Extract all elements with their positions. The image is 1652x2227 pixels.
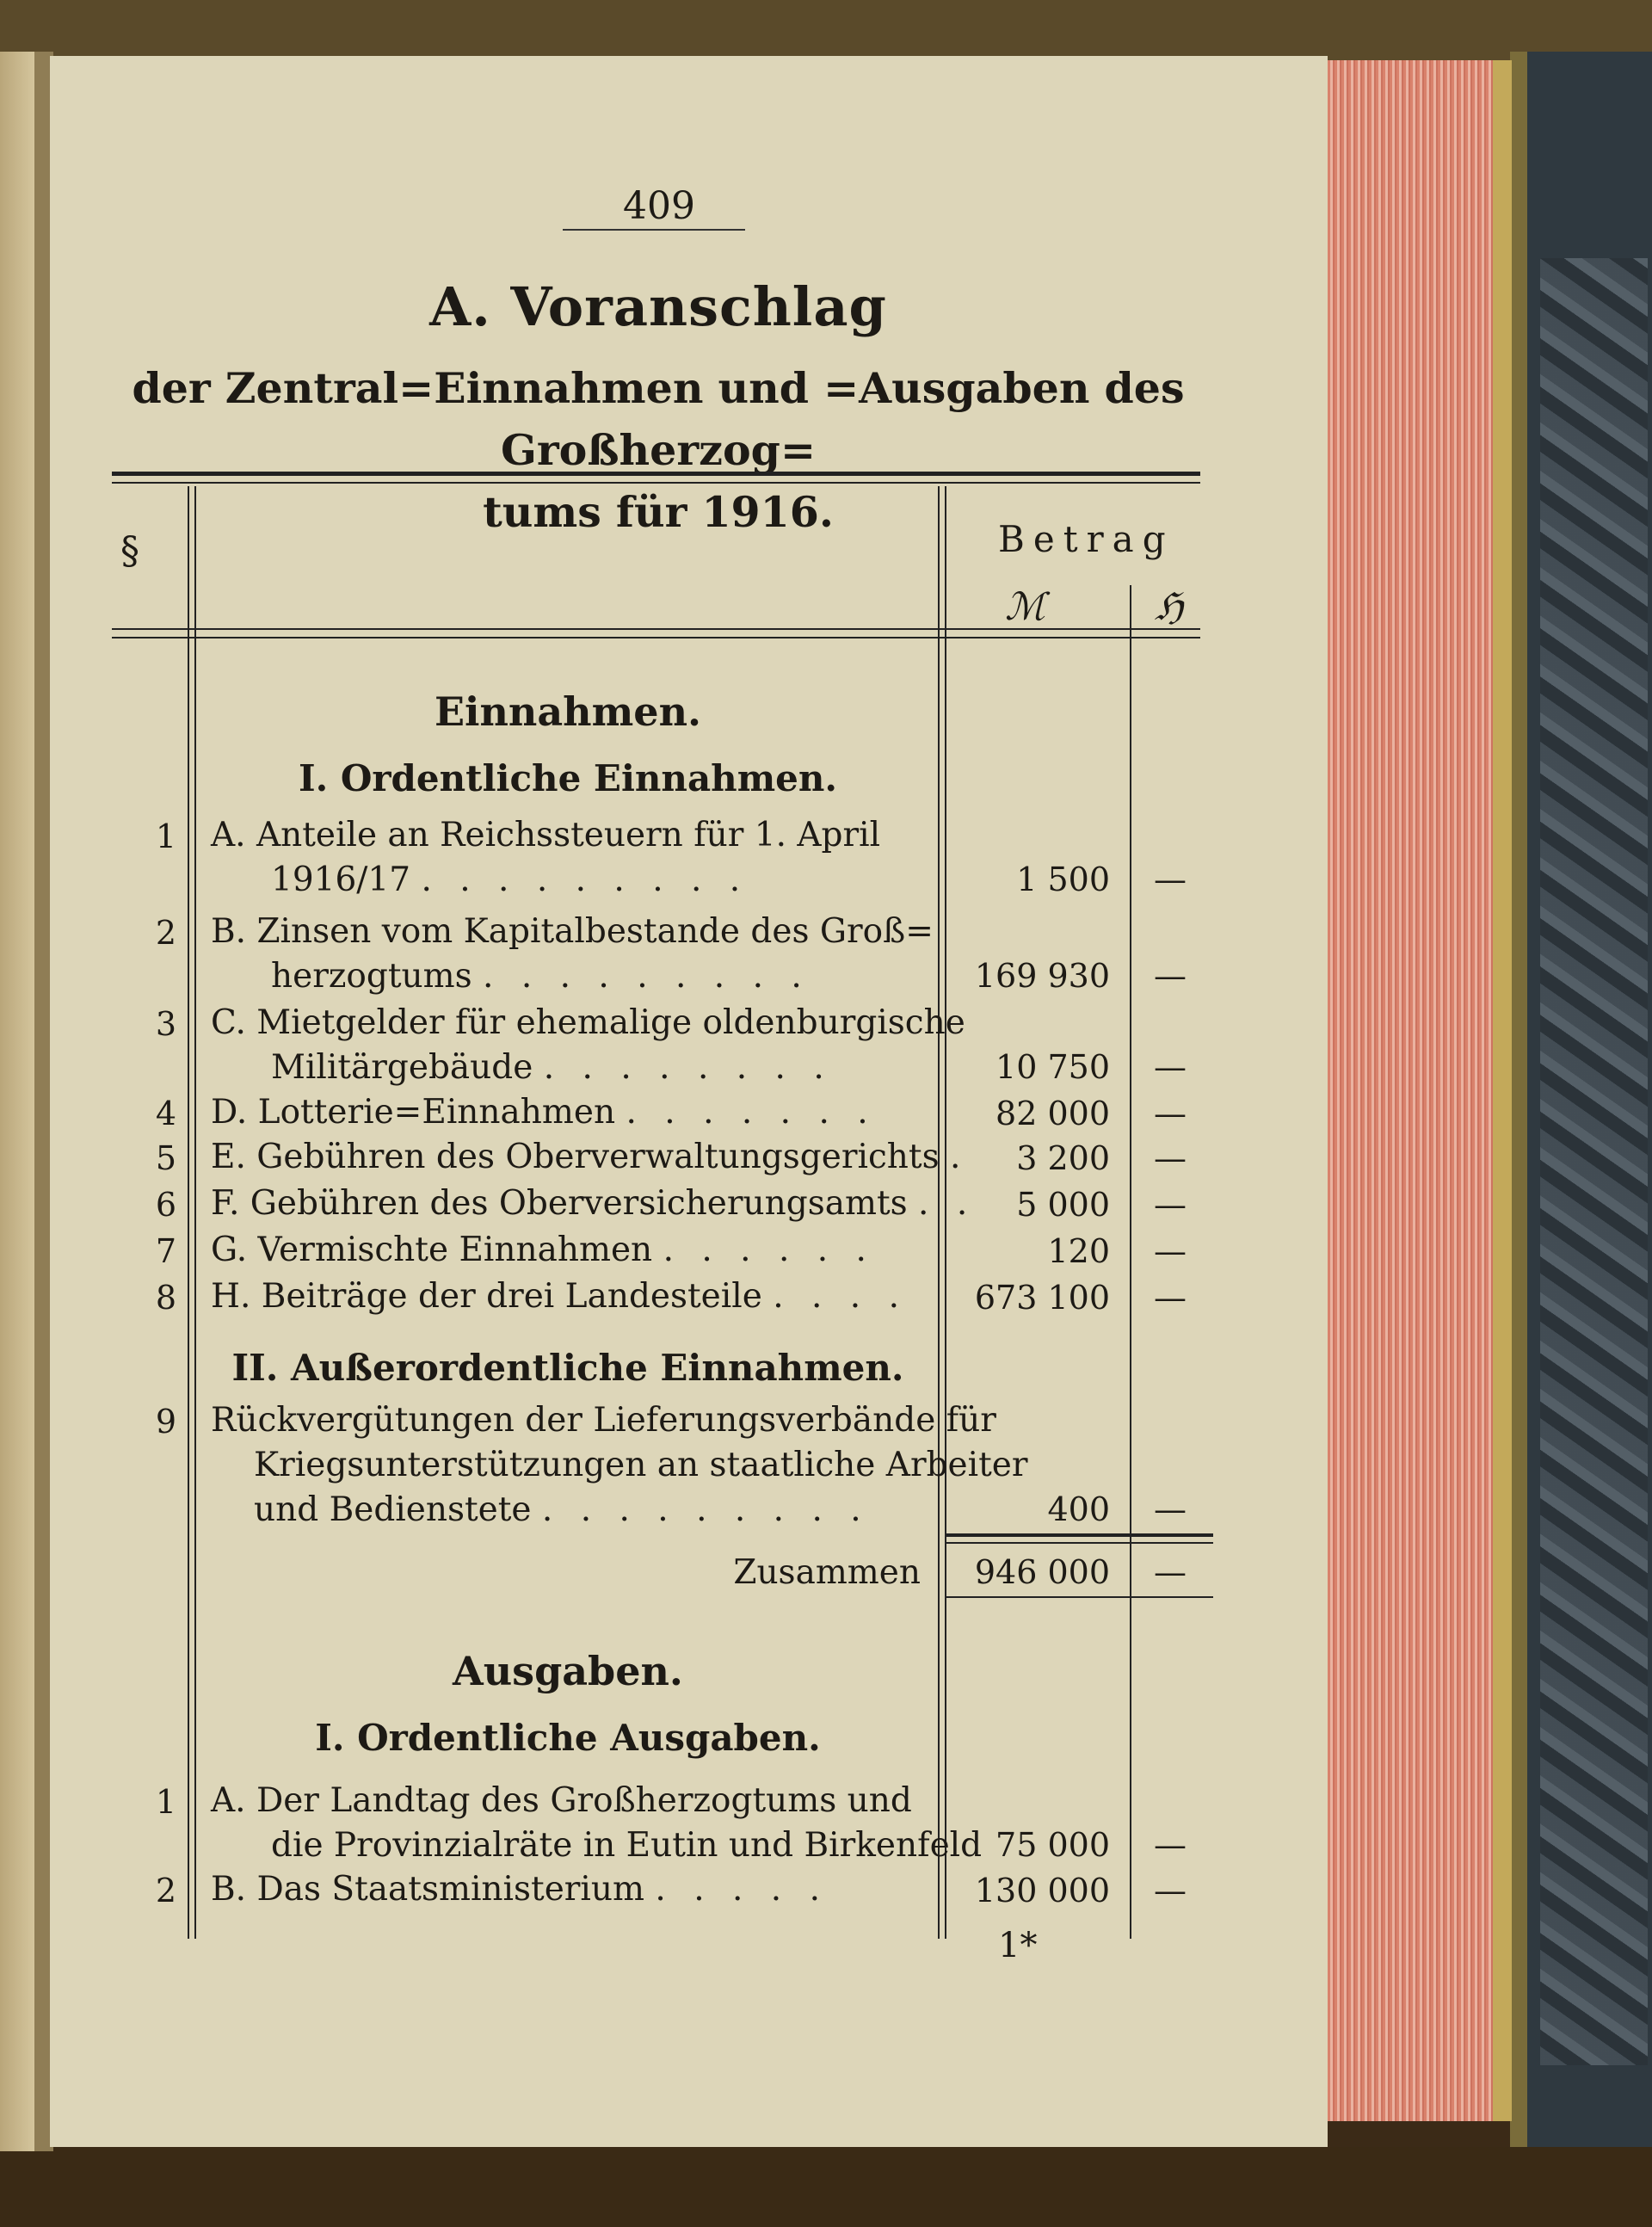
ausserordentliche-einnahmen-heading: II. Außerordentliche Einnahmen. [231, 1347, 904, 1389]
row-text [211, 1231, 916, 1269]
subtitle-line-1: der Zentral=Einnahmen und =Ausgaben des Großherzog= [132, 363, 1185, 475]
leader-dots: . . . . . . . . . [541, 1490, 870, 1529]
total-label: Zusammen [733, 1553, 921, 1592]
row-amount: 82 000 [996, 1095, 1110, 1132]
row-text-cont [271, 861, 977, 899]
row-text [211, 1870, 916, 1909]
page-title: A. Voranschlag [429, 275, 887, 338]
row-text-line1: B. Das Staatsministerium [211, 1870, 644, 1909]
row-text-line2: die Provinzialräte in Eutin und Birkenfeld [271, 1826, 983, 1865]
page-edges [1328, 60, 1510, 2121]
row-amount: 673 100 [974, 1279, 1110, 1317]
row-text-line2: 1916/17 [271, 861, 411, 899]
row-amount: 10 750 [996, 1048, 1110, 1086]
row-amount: 3 200 [1016, 1139, 1110, 1177]
row-number: 9 [155, 1403, 176, 1440]
row-number: 4 [155, 1095, 176, 1132]
total-amount: 946 000 [974, 1553, 1110, 1591]
row-text-cont [271, 957, 977, 996]
row-text: A. Anteile an Reichssteuern für 1. April [211, 816, 881, 854]
row-amount: 75 000 [996, 1826, 1110, 1864]
leader-dots: . . . . . . . . . [483, 957, 811, 996]
page-subtitle [103, 357, 1213, 543]
column-divider-pfennig [1130, 585, 1131, 1939]
row-pfennig: — [1154, 1095, 1187, 1132]
sum-rule [945, 1533, 1213, 1537]
ausgaben-heading: Ausgaben. [453, 1648, 683, 1694]
row-number: 2 [155, 1872, 176, 1909]
row-text-line2: Militärgebäude [271, 1048, 533, 1087]
row-number: 5 [155, 1139, 176, 1177]
column-divider-para-2 [194, 486, 196, 1939]
row-number: 2 [155, 914, 176, 952]
row-text: A. Der Landtag des Großherzogtums und [211, 1781, 912, 1820]
row-pfennig: — [1154, 957, 1187, 995]
table-top-rule-thin [112, 482, 1200, 484]
row-text-line1: E. Gebühren des Oberverwaltungsgerichts [211, 1138, 940, 1176]
row-text-line1: D. Lotterie=Einnahmen [211, 1093, 616, 1132]
row-amount: 130 000 [974, 1872, 1110, 1909]
signature-mark: 1* [998, 1926, 1038, 1965]
row-text-line1: H. Beiträge der drei Landesteile [211, 1277, 762, 1316]
row-text [211, 1184, 977, 1223]
row-pfennig: — [1154, 1139, 1187, 1177]
column-divider-para [188, 486, 189, 1939]
leader-dots: . . . . . . . [626, 1093, 877, 1132]
header-mark-column: ℳ [1005, 585, 1046, 629]
row-pfennig: — [1154, 1048, 1187, 1086]
book-cover-bottom [0, 2147, 1652, 2227]
row-amount: 120 [1047, 1232, 1110, 1270]
row-number: 6 [155, 1186, 176, 1224]
row-pfennig: — [1154, 1279, 1187, 1317]
row-text: Rückvergütungen der Lieferungsverbände für [211, 1401, 996, 1440]
row-text: B. Zinsen vom Kapitalbestande des Groß= [211, 912, 934, 951]
page-number: 409 [623, 184, 695, 228]
header-pfennig-column: ℌ [1155, 585, 1184, 629]
subtitle-line-2: tums für 1916. [483, 487, 834, 537]
leader-dots: . . . . . . . . [543, 1048, 833, 1087]
row-number: 1 [155, 1783, 176, 1821]
row-text-line3: und Bedienstete [254, 1490, 532, 1529]
row-number: 7 [155, 1232, 176, 1270]
row-pfennig: — [1154, 1872, 1187, 1909]
row-text-cont [254, 1490, 959, 1529]
leader-dots: . . . . . . . . . [421, 861, 749, 899]
row-number: 3 [155, 1005, 176, 1043]
row-amount: 1 500 [1016, 861, 1110, 898]
leader-dots: . . . . . . [663, 1231, 875, 1269]
leader-dots: . . . . . [655, 1870, 829, 1909]
row-pfennig: — [1154, 1232, 1187, 1270]
row-text-cont [271, 1048, 977, 1087]
row-amount: 5 000 [1016, 1186, 1110, 1224]
row-text [211, 1277, 916, 1316]
row-amount: 169 930 [974, 957, 1110, 995]
row-number: 1 [155, 817, 176, 855]
row-text: C. Mietgelder für ehemalige oldenburgische [211, 1003, 965, 1042]
leader-dots: . . . . [773, 1277, 908, 1316]
header-paragraph-symbol: § [120, 529, 139, 573]
ordentliche-ausgaben-heading: I. Ordentliche Ausgaben. [315, 1717, 821, 1759]
ordentliche-einnahmen-heading: I. Ordentliche Einnahmen. [298, 757, 838, 799]
header-amount: Betrag [998, 518, 1174, 560]
leader-dots: . [950, 1138, 970, 1176]
row-text-line1: G. Vermischte Einnahmen [211, 1231, 653, 1269]
row-number: 8 [155, 1279, 176, 1317]
page-edges-shadow [1493, 60, 1512, 2121]
total-pfennig: — [1154, 1553, 1187, 1591]
row-text-line2: herzogtums [271, 957, 472, 996]
row-text-line2: Kriegsunterstützungen an staatliche Arbeiter [254, 1446, 1028, 1484]
row-text [211, 1138, 970, 1176]
row-amount: 400 [1047, 1490, 1110, 1528]
header-bottom-rule-2 [112, 637, 1200, 638]
row-pfennig: — [1154, 1490, 1187, 1528]
row-pfennig: — [1154, 1186, 1187, 1224]
sum-rule-thin [945, 1542, 1213, 1544]
einnahmen-heading: Einnahmen. [434, 688, 702, 735]
row-text [211, 1093, 916, 1132]
table-top-rule [112, 472, 1200, 476]
row-pfennig: — [1154, 861, 1187, 898]
row-text-line1: F. Gebühren des Oberversicherungsamts [211, 1184, 908, 1223]
marbled-endpaper [1540, 258, 1648, 2065]
leader-dots: . . [918, 1184, 977, 1223]
page-number-rule [563, 229, 745, 231]
row-pfennig: — [1154, 1826, 1187, 1864]
total-bottom-rule [945, 1596, 1213, 1598]
